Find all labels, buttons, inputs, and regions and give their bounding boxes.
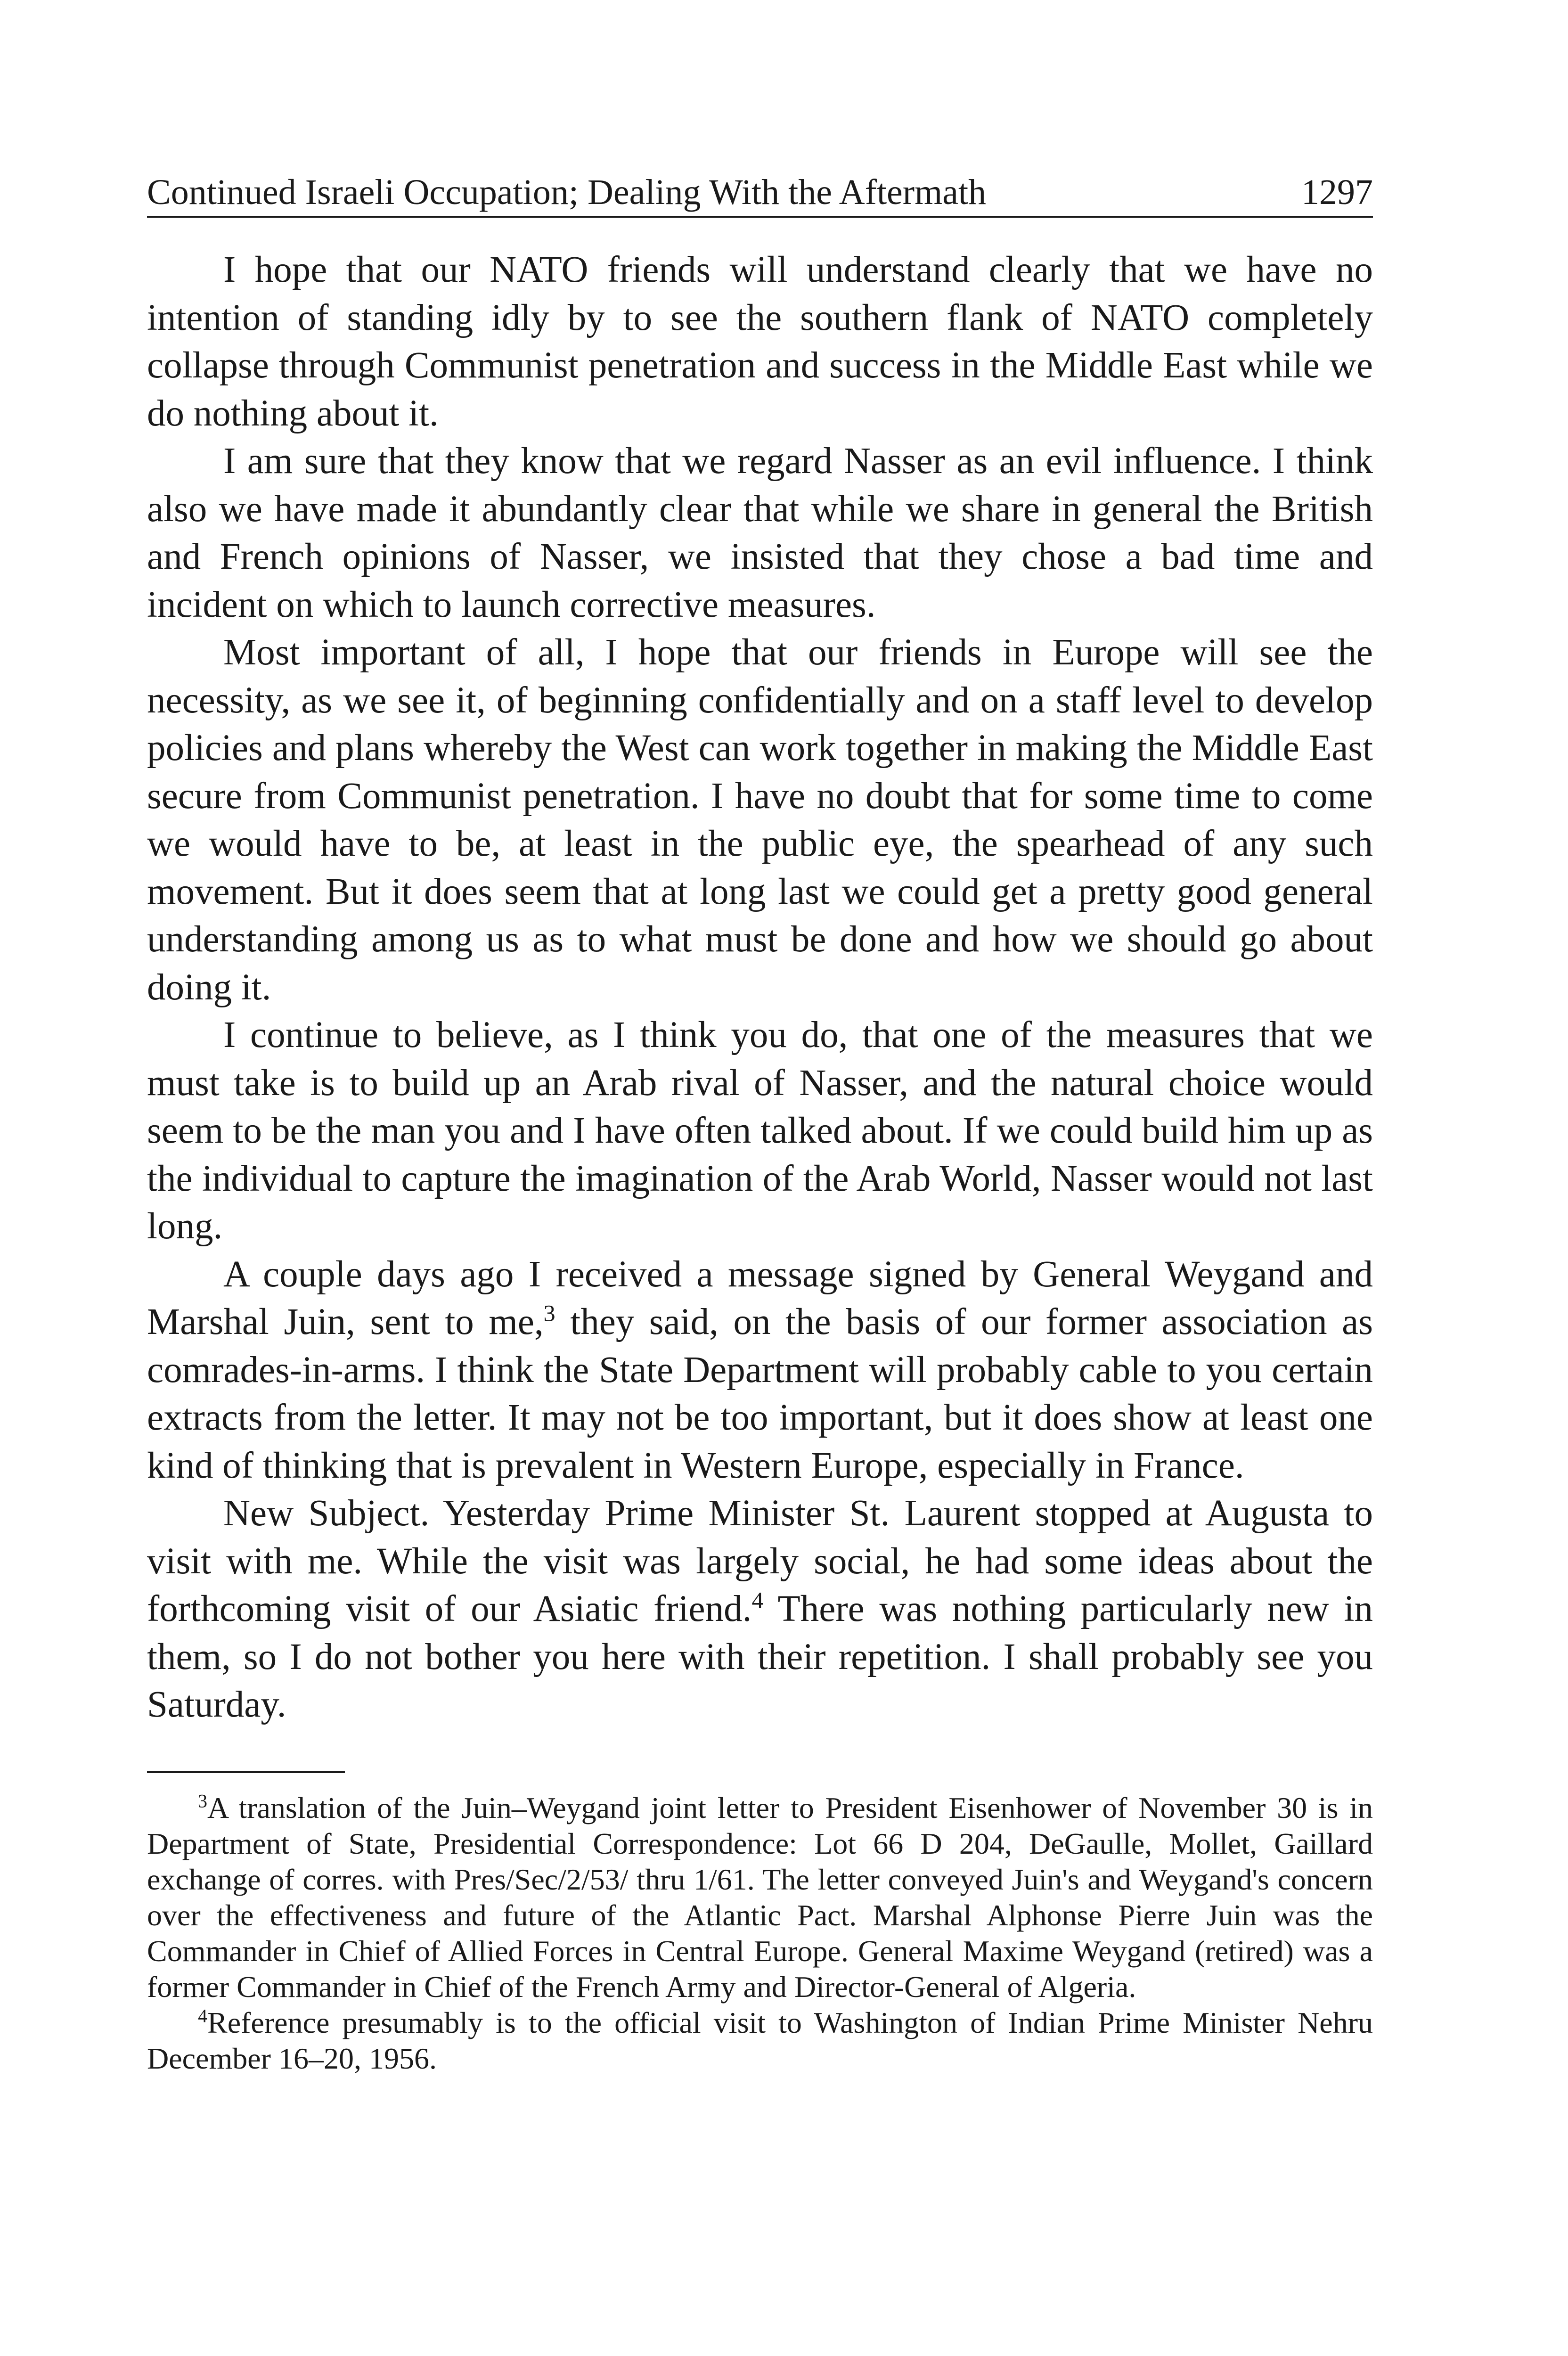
- paragraph-text: A couple days ago I received a message signed by General Weygand and Marshal Juin, sent to me,: [147, 1253, 1373, 1342]
- document-page: [147, 170, 1373, 2077]
- footnote-divider: [147, 1771, 345, 1773]
- paragraph-weygand-juin-message: [147, 1251, 1373, 1490]
- paragraph-st-laurent-visit: [147, 1489, 1373, 1729]
- running-head: [147, 170, 1373, 218]
- footnote-reference: 3: [543, 1300, 555, 1326]
- footnote-text: A translation of the Juin–Weygand joint letter to President Eisenhower of November 30 is in Department of State, Presidential Correspondence: Lot 66 D 204, DeGaulle, Mollet, Gaillard exchange of corres. with Pres/Sec/2/53/ thru 1/61. The letter conveyed Juin's and Weygand's concern over the effectiveness and future of the Atlantic Pact. Marshal Alphonse Pierre Juin was the Commander in Chief of Allied Forces in Central Europe. General Maxime Weygand (retired) was a former Commander in Chief of the French Army and Director-General of Algeria.: [147, 1791, 1373, 2004]
- paragraph-text: New Subject. Yesterday Prime Minister St. Laurent stopped at Augusta to visit with me. While the visit was largely social, he had some ideas about the forthcoming visit of our Asiatic friend.: [147, 1493, 1373, 1629]
- footnote-3: [147, 1790, 1373, 2005]
- footnotes: [147, 1790, 1373, 2077]
- body-text: [147, 246, 1373, 1729]
- paragraph-arab-rival: I continue to believe, as I think you do, that one of the measures that we must take is to build up an Arab rival of Nasser, and the natural choice would seem to be the man you and I have often talked about. If we could build him up as the individual to capture the imagination of the Arab World, Nasser would not last long.: [147, 1014, 1373, 1247]
- running-head-title: Continued Israeli Occupation; Dealing With the Aftermath: [147, 172, 987, 212]
- footnote-marker: 3: [198, 1790, 207, 1812]
- paragraph-text: they said, on the basis of our former association as comrades-in-arms. I think the State Department will probably cable to you certain extracts from the letter. It may not be too important, but it does show at least one kind of thinking that is prevalent in Western Europe, especially in France.: [147, 1301, 1373, 1486]
- page-number: 1297: [1301, 172, 1373, 212]
- footnote-reference: 4: [751, 1587, 764, 1613]
- paragraph-text: There was nothing particularly new in them, so I do not bother you here with their repetition. I shall probably see you Saturday.: [147, 1588, 1373, 1725]
- footnote-4: [147, 2005, 1373, 2077]
- paragraph-nato-friends: I hope that our NATO friends will understand clearly that we have no intention of standing idly by to see the southern flank of NATO completely collapse through Communist penetration and success in the Middle East while we do nothing about it.: [147, 249, 1373, 434]
- footnote-text: Reference presumably is to the official visit to Washington of Indian Prime Minister Nehru December 16–20, 1956.: [147, 2005, 1373, 2075]
- paragraph-europe-friends: Most important of all, I hope that our friends in Europe will see the necessity, as we see it, of beginning confidentially and on a staff level to develop policies and plans whereby the West can work together in making the Middle East secure from Communist penetration. I have no doubt that for some time to come we would have to be, at least in the public eye, the spearhead of any such movement. But it does seem that at long last we could get a pretty good general understanding among us as to what must be done and how we should go about doing it.: [147, 632, 1373, 1008]
- footnote-marker: 4: [198, 2005, 207, 2027]
- paragraph-nasser-influence: I am sure that they know that we regard Nasser as an evil influence. I think also we have made it abundantly clear that while we share in general the British and French opinions of Nasser, we insisted that they chose a bad time and incident on which to launch corrective measures.: [147, 441, 1373, 625]
